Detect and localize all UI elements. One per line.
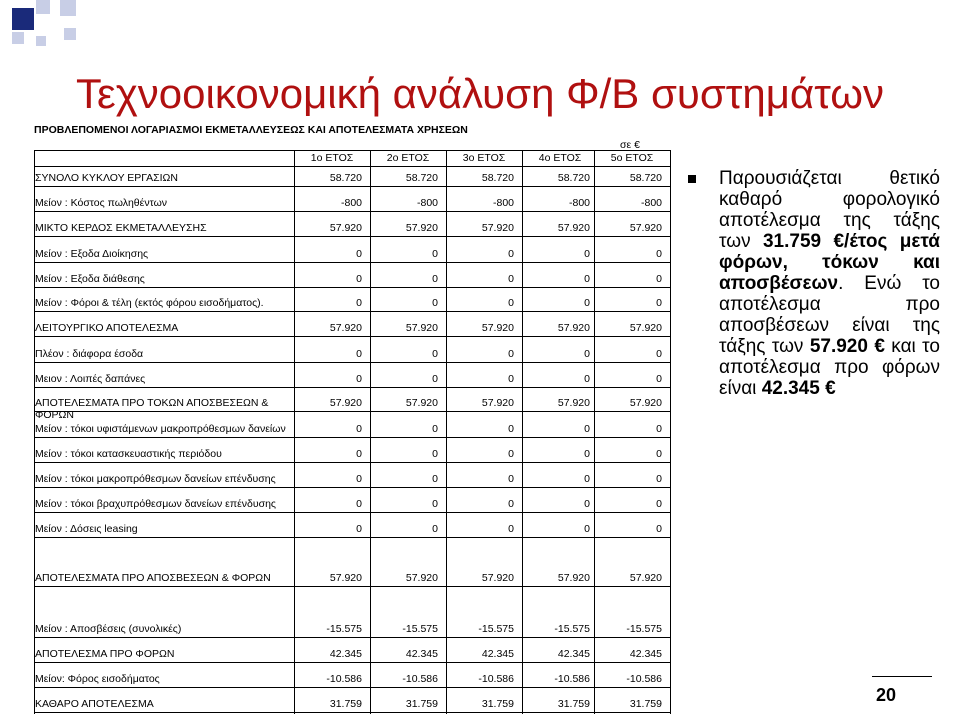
summary-notes [688,168,940,399]
table-cell: 0 [508,248,514,260]
table-cell: 58.720 [481,172,514,184]
row-label: Μείον : Εξοδα Διοίκησης [35,248,149,260]
table-cell: 42.345 [405,648,438,660]
table-grid-line [34,287,670,288]
table-cell: 58.720 [557,172,590,184]
table-cell: 0 [584,248,590,260]
table-cell: 0 [584,498,590,510]
table-cell: 57.920 [557,322,590,334]
table-grid-line [34,437,670,438]
table-cell: 31.759 [329,698,362,710]
table-cell: 0 [656,448,662,460]
table-grid-line [34,262,670,263]
table-cell: 0 [432,423,438,435]
table-cell: 0 [584,373,590,385]
table-cell: 0 [356,473,362,485]
row-label: Μείον : Κόστος πωληθέντων [35,197,168,209]
table-grid-line [522,150,523,714]
row-label: ΑΠΟΤΕΛΕΣΜΑ ΠΡΟ ΦΟΡΩΝ [35,648,175,660]
table-cell: 57.920 [481,572,514,584]
table-cell: -800 [640,197,662,209]
table-cell: -10.586 [626,673,662,685]
table-cell: 0 [356,498,362,510]
table-cell: 58.720 [405,172,438,184]
table-grid-line [594,150,595,714]
row-label: Μείον : Δόσεις leasing [35,523,138,535]
table-grid-line [294,150,295,714]
table-cell: 57.920 [629,222,662,234]
table-cell: 57.920 [481,322,514,334]
table-cell: 0 [508,523,514,535]
table-grid-line [34,236,670,237]
table-cell: 0 [508,273,514,285]
table-cell: 57.920 [481,397,514,409]
slide-title: Τεχνοοικονομική ανάλυση Φ/Β συστημάτων [76,70,884,117]
table-cell: 0 [432,273,438,285]
table-cell: -10.586 [478,673,514,685]
table-cell: 0 [508,348,514,360]
table-grid-line [34,662,670,663]
row-label: Μείον : τόκοι υφιστάμενων μακροπρόθεσμων δανείων [35,423,286,435]
table-cell: 0 [584,523,590,535]
table-cell: 0 [432,373,438,385]
table-cell: 0 [356,273,362,285]
table-grid-line [34,487,670,488]
bullet-icon [688,175,696,183]
table-grid-line [34,150,35,714]
table-grid-line [34,712,670,713]
table-grid-line [446,150,447,714]
table-subtitle: ΠΡΟΒΛΕΠΟΜΕΝΟΙ ΛΟΓΑΡΙΑΣΜΟΙ ΕΚΜΕΤΑΛΛΕΥΣΕΩΣ ΚΑΙ ΑΠΟΤΕΛΕΣΜΑΤΑ ΧΡΗΣΕΩΝ [34,124,468,136]
table-cell: 0 [656,498,662,510]
table-cell: 0 [432,297,438,309]
row-label: Πλέον : διάφορα έσοδα [35,348,144,360]
table-cell: 0 [584,273,590,285]
table-cell: -15.575 [402,623,438,635]
table-cell: 0 [432,473,438,485]
table-cell: 31.759 [557,698,590,710]
table-cell: 57.920 [481,222,514,234]
row-label: ΑΠΟΤΕΛΕΣΜΑΤΑ ΠΡΟ ΑΠΟΣΒΕΣΕΩΝ & ΦΟΡΩΝ [35,572,271,584]
row-label: Μείον : τόκοι κατασκευαστικής περιόδου [35,448,222,460]
table-cell: 57.920 [629,397,662,409]
row-label: Μείον : Εξοδα διάθεσης [35,273,145,285]
table-grid-line [34,387,670,388]
table-grid-line [34,462,670,463]
table-cell: 0 [656,297,662,309]
table-cell: 58.720 [329,172,362,184]
table-grid-line [34,150,670,151]
table-cell: 57.920 [329,397,362,409]
table-cell: 57.920 [329,572,362,584]
currency-note: σε € [620,139,640,151]
table-cell: 0 [432,248,438,260]
column-header: 5ο ΕΤΟΣ [610,152,654,164]
table-cell: 0 [584,297,590,309]
table-cell: 57.920 [405,322,438,334]
table-cell: 0 [656,348,662,360]
table-cell: 42.345 [329,648,362,660]
table-cell: 57.920 [405,222,438,234]
table-cell: 0 [432,448,438,460]
table-cell: 31.759 [629,698,662,710]
table-cell: -15.575 [326,623,362,635]
table-cell: -800 [416,197,438,209]
row-label: ΑΠΟΤΕΛΕΣΜΑΤΑ ΠΡΟ ΤΟΚΩΝ ΑΠΟΣΒΕΣΕΩΝ & ΦΟΡΩΝ [35,397,269,421]
column-header: 1ο ΕΤΟΣ [310,152,354,164]
table-cell: 0 [432,348,438,360]
row-label: Μείον : τόκοι μακροπρόθεσμων δανείων επένδυσης [35,473,276,485]
table-cell: -10.586 [402,673,438,685]
row-label: Μειον : Λοιπές δαπάνες [35,373,146,385]
table-cell: -800 [568,197,590,209]
table-cell: 42.345 [557,648,590,660]
column-header: 2ο ΕΤΟΣ [386,152,430,164]
column-header: 4ο ΕΤΟΣ [538,152,582,164]
table-cell: 0 [656,473,662,485]
table-cell: 58.720 [629,172,662,184]
table-cell: 0 [656,423,662,435]
table-cell: 0 [508,448,514,460]
table-cell: -10.586 [326,673,362,685]
table-cell: -15.575 [554,623,590,635]
column-header: 3ο ΕΤΟΣ [462,152,506,164]
table-cell: 0 [432,523,438,535]
table-cell: 0 [584,423,590,435]
row-label: Μείον : Φόροι & τέλη (εκτός φόρου εισοδήματος). [35,297,264,309]
table-cell: 57.920 [557,397,590,409]
table-grid-line [34,512,670,513]
table-cell: 0 [432,498,438,510]
table-cell: -15.575 [478,623,514,635]
table-cell: 0 [356,373,362,385]
table-grid-line [34,411,670,412]
table-grid-line [34,186,670,187]
table-cell: 0 [356,248,362,260]
row-label: ΛΕΙΤΟΥΡΓΙΚΟ ΑΠΟΤΕΛΕΣΜΑ [35,322,179,334]
table-grid-line [670,150,671,714]
row-label: Μείον : τόκοι βραχυπρόθεσμων δανείων επένδυσης [35,498,276,510]
table-cell: 0 [356,448,362,460]
table-cell: 57.920 [629,572,662,584]
table-cell: 42.345 [481,648,514,660]
table-cell: 0 [584,448,590,460]
page-number: 20 [876,685,897,705]
table-cell: 0 [584,473,590,485]
table-cell: 0 [508,498,514,510]
summary-text: Παρουσιάζεται θετικό καθαρό φορολογικό αποτέλεσμα της τάξης των 31.759 €/έτος μετά φόρων, τόκων και αποσβέσεων. Ενώ το αποτέλεσμα προ αποσβέσεων είναι της τάξης των 57.920 € και το αποτέλεσμα προ φόρων είναι 42.345 € [719,168,940,399]
table-cell: 57.920 [557,572,590,584]
table-grid-line [34,362,670,363]
table-cell: 0 [508,373,514,385]
table-grid-line [34,586,670,587]
table-cell: 57.920 [405,397,438,409]
table-cell: 0 [656,248,662,260]
table-grid-line [34,537,670,538]
table-cell: -800 [492,197,514,209]
table-cell: 0 [356,423,362,435]
table-cell: 0 [508,423,514,435]
table-cell: 31.759 [405,698,438,710]
table-cell: 57.920 [557,222,590,234]
table-cell: -10.586 [554,673,590,685]
table-cell: 57.920 [405,572,438,584]
table-cell: -15.575 [626,623,662,635]
row-label: Μείον: Φόρος εισοδήματος [35,673,160,685]
table-cell: 0 [356,297,362,309]
table-cell: 0 [508,297,514,309]
table-cell: 0 [508,473,514,485]
table-cell: -800 [340,197,362,209]
table-cell: 0 [656,273,662,285]
table-cell: 57.920 [329,322,362,334]
table-grid-line [34,211,670,212]
logo [0,0,90,62]
table-grid-line [370,150,371,714]
page-number-divider [872,676,932,677]
table-cell: 0 [356,348,362,360]
table-grid-line [34,311,670,312]
table-cell: 0 [584,348,590,360]
table-grid-line [34,637,670,638]
row-label: ΣΥΝΟΛΟ ΚΥΚΛΟΥ ΕΡΓΑΣΙΩΝ [35,172,178,184]
table-grid-line [34,166,670,167]
table-cell: 0 [656,373,662,385]
table-cell: 31.759 [481,698,514,710]
row-label: Μείον : Αποσβέσεις (συνολικές) [35,623,182,635]
row-label: ΚΑΘΑΡΟ ΑΠΟΤΕΛΕΣΜΑ [35,698,154,710]
row-label: ΜΙΚΤΟ ΚΕΡΔΟΣ ΕΚΜΕΤΑΛΛΕΥΣΗΣ [35,222,207,234]
table-cell: 0 [656,523,662,535]
table-cell: 57.920 [629,322,662,334]
table-cell: 57.920 [329,222,362,234]
table-grid-line [34,336,670,337]
table-grid-line [34,687,670,688]
table-cell: 42.345 [629,648,662,660]
table-cell: 0 [356,523,362,535]
